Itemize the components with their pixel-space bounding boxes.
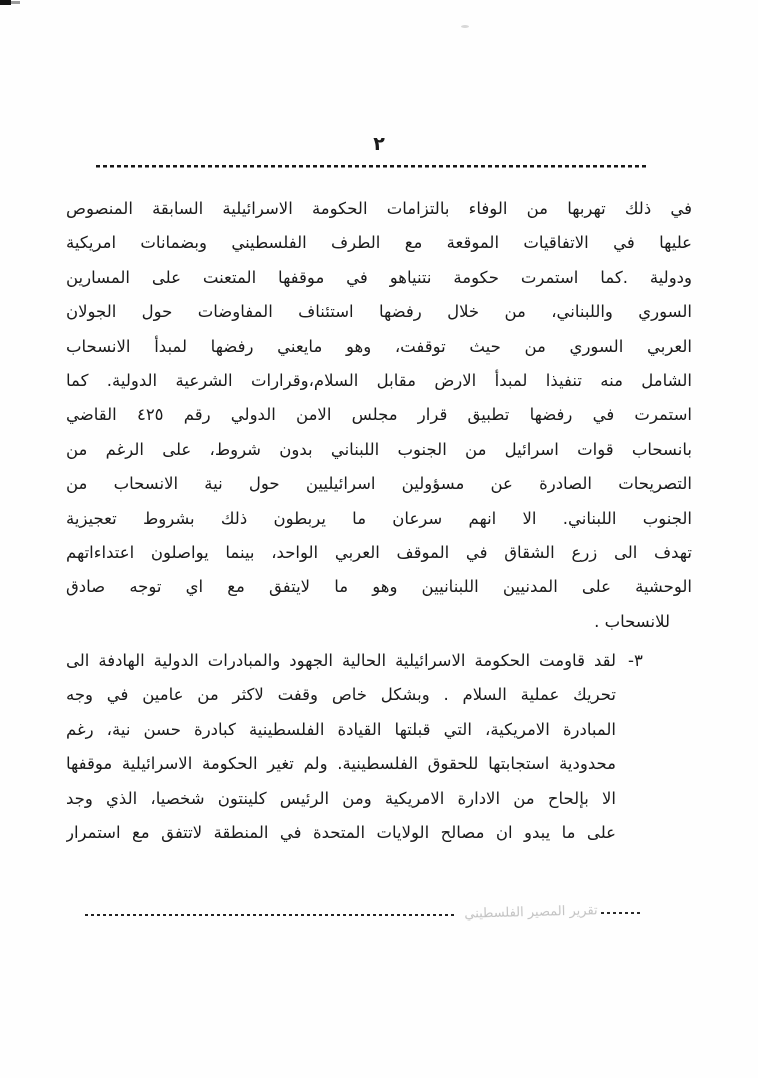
text-line: عليها في الاتفاقيات الموقعة مع الطرف الفلسطيني وبضمانات امريكية xyxy=(66,233,692,253)
scan-artifact-corner-tail xyxy=(11,1,20,4)
text-line: السوري واللبناني، من خلال رفضها استئناف المفاوضات حول الجولان xyxy=(66,302,692,322)
footer-divider-dotted-line-end xyxy=(601,912,642,915)
header-divider-dotted-line xyxy=(96,164,647,168)
item-3-number-marker: ٣- xyxy=(628,651,643,670)
text-line: الا بإلحاح من الادارة الامريكية ومن الرئيس كلينتون شخصيا، الذي وجد xyxy=(66,788,616,808)
text-line: ودولية .كما استمرت حكومة نتنياهو في موقفها المتعنت على المسارين xyxy=(66,267,692,287)
paragraph-item-3 xyxy=(66,644,643,850)
text-line: تهدف الى زرع الشقاق في الموقف العربي الواحد، بينما يواصلون اعتداءاتهم xyxy=(66,542,692,562)
scan-artifact-speck xyxy=(461,25,469,28)
page-number: ٢ xyxy=(373,133,385,155)
paragraph-continuation-lines xyxy=(66,192,692,605)
text-line: على ما يبدو ان مصالح الولايات المتحدة في المنطقة لاتتفق مع استمرار xyxy=(66,822,616,842)
text-line: بانسحاب قوات اسرائيل من الجنوب اللبناني بدون شروط، على الرغم من xyxy=(66,439,692,459)
text-line: الشامل منه تنفيذا لمبدأ الارض مقابل السلام،وقرارات الشرعية الدولية. كما xyxy=(66,370,692,390)
paragraph-continuation xyxy=(66,192,692,639)
paragraph-item-3-lines xyxy=(66,644,616,850)
text-line: محدودية استجابتها للحقوق الفلسطينية. ولم تغير الحكومة الاسرائيلية موقفها xyxy=(66,754,616,774)
text-line: التصريحات الصادرة عن مسؤولين اسرائيليين حول نية الانسحاب من xyxy=(66,474,692,494)
text-line: استمرت في رفضها تطبيق قرار مجلس الامن الدولي رقم ٤٢٥ القاضي xyxy=(66,405,692,425)
paragraph-continuation-last-line: للانسحاب . xyxy=(594,611,670,631)
footer-divider-dotted-line xyxy=(85,914,455,917)
scan-artifact-corner xyxy=(0,0,11,5)
text-line: في ذلك تهربها من الوفاء بالتزامات الحكومة الاسرائيلية السابقة المنصوص xyxy=(66,199,692,218)
text-line: تحريك عملية السلام . وبشكل خاص وقفت لاكثر من عامين في وجه xyxy=(66,685,616,705)
text-line: لقد قاومت الحكومة الاسرائيلية الحالية الجهود والمبادرات الدولية الهادفة الى xyxy=(66,651,616,670)
text-line: الوحشية على المدنيين اللبنانيين وهو ما لايتفق مع اي توجه صادق xyxy=(66,577,692,597)
footer-faint-watermark-text: تقرير المصير الفلسطيني xyxy=(464,903,598,922)
text-line: العربي السوري من حيث توقفت، وهو مايعني رفضها لمبدأ الانسحاب xyxy=(66,336,692,356)
text-line: الجنوب اللبناني. الا انهم سرعان ما يربطون ذلك بشروط تعجيزية xyxy=(66,508,692,528)
text-line: المبادرة الامريكية، التي قبلتها القيادة الفلسطينية كبادرة حسن نية، رغم xyxy=(66,719,616,739)
